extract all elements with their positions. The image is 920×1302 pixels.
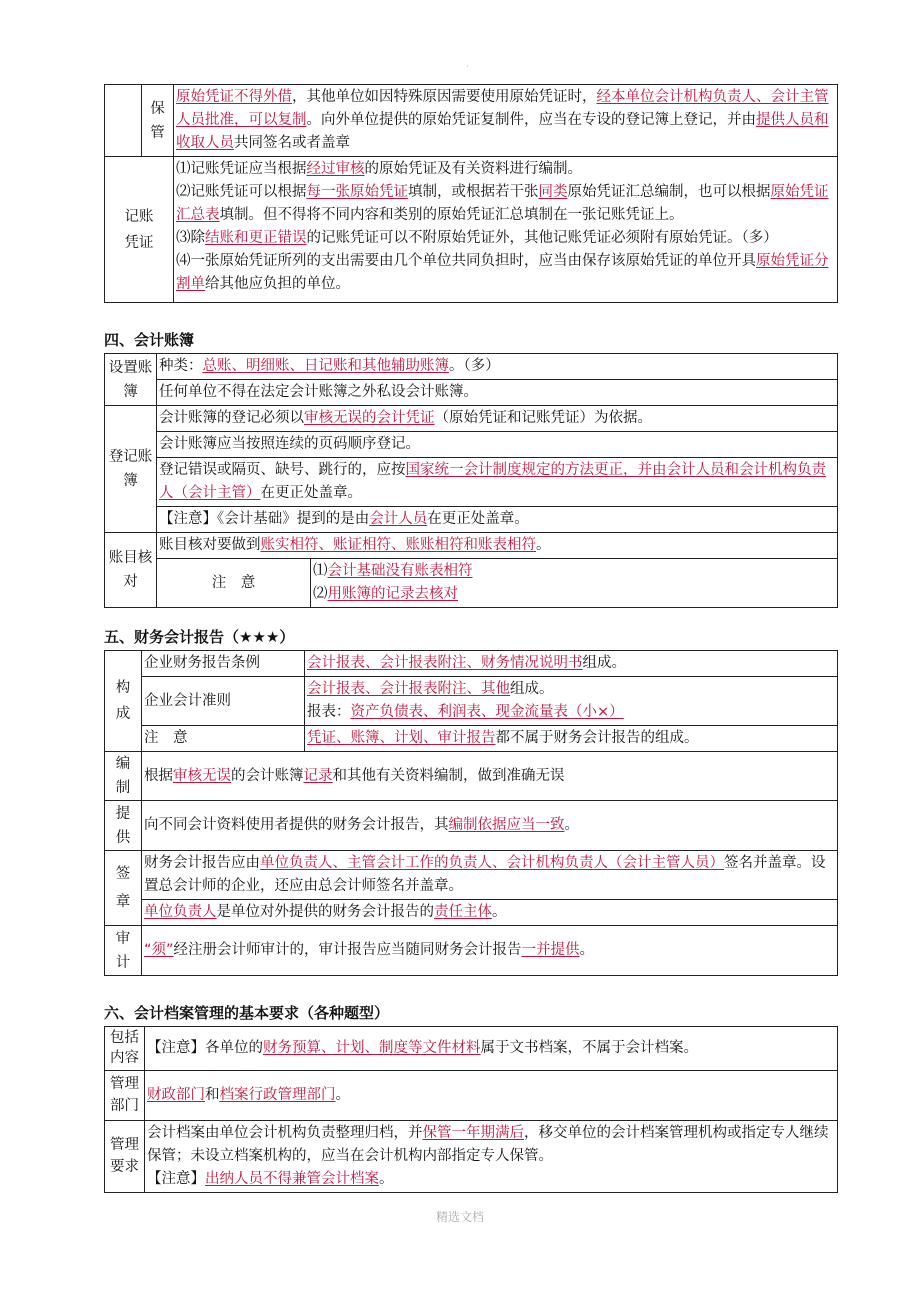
- text-run: ⑵: [313, 586, 328, 602]
- text-run: 。: [536, 537, 551, 553]
- text-run: 会计账簿应当按照连续的页码顺序登记。: [159, 436, 420, 452]
- highlighted-term: 原始凭证分割单: [176, 253, 829, 292]
- highlighted-term: 经本单位会计机构负责人、会计主管人员批准，可以复制: [176, 89, 829, 128]
- jz-line-2: [176, 181, 835, 227]
- highlighted-term: 经过审核: [306, 161, 365, 177]
- jz-line-1: [176, 158, 835, 181]
- text-run: 在更正处盖章。: [427, 511, 529, 527]
- highlighted-term: 财务预算、计划、制度等文件材料: [263, 1040, 481, 1056]
- s4-note-2: [313, 583, 835, 606]
- highlighted-term: 国家统一会计制度规定的方法更正，并由会计人员和会计机构负责人（会计主管）: [159, 462, 826, 501]
- jz-line-4: [176, 250, 835, 296]
- s5-a3: [305, 726, 838, 752]
- jz-line-3: [176, 227, 835, 250]
- text-run: 。（多）: [449, 358, 500, 374]
- text-run: 属于文书档案，不属于会计档案。: [480, 1040, 698, 1056]
- heading-s6: 六、会计档案管理的基本要求（各种题型）: [104, 1004, 390, 1022]
- highlighted-term: 编制依据应当一致: [448, 817, 565, 833]
- s4-b3: [157, 458, 838, 507]
- text-run: （原始凭证和记账凭证）为依据。: [434, 410, 652, 426]
- s6-c2: [147, 1168, 835, 1191]
- highlighted-term: 会计报表、会计报表附注、财务情况说明书: [307, 655, 583, 671]
- label-tigong: 提供: [105, 801, 142, 851]
- page-dot: ·: [466, 62, 469, 71]
- highlighted-term: 一并提供: [521, 942, 580, 958]
- text-run: 财务会计报告应由: [144, 855, 260, 871]
- text-run: ⑴记账凭证应当根据: [176, 161, 307, 177]
- text-run: 填制。但不得将不同内容和类别的原始凭证汇总填制在一张记账凭证上。: [219, 207, 684, 223]
- text-run: 向不同会计资料使用者提供的财务会计报告，其: [144, 817, 449, 833]
- highlighted-term: 同类: [538, 184, 568, 200]
- text-run: 。: [335, 1087, 350, 1103]
- s5-a2-key: 企业会计准则: [142, 677, 305, 726]
- text-run: 【注意】: [147, 1171, 205, 1187]
- highlighted-term: 资产负债表、利润表、现金流量表（小×）: [350, 704, 624, 720]
- text-run: 。: [379, 1171, 394, 1187]
- label-guanli-bumen: 管理部门: [105, 1071, 145, 1121]
- s5-d2: [142, 900, 838, 926]
- text-run: 根据: [144, 767, 173, 784]
- highlighted-term: 原始凭证不得外借: [176, 89, 292, 105]
- highlighted-term: 责任主体: [434, 904, 492, 920]
- footer-text: 精选文档: [435, 1210, 484, 1224]
- s5-a1-key: 企业财务报告条例: [142, 651, 305, 677]
- highlighted-term: 财政部门: [147, 1087, 205, 1103]
- s5-section: [104, 650, 838, 976]
- s4-note-1: [313, 560, 835, 583]
- label-shezhi: 设置账簿: [105, 354, 157, 406]
- text-run: 登记错误或隔页、缺号、跳行的，应按: [159, 462, 406, 478]
- top-table: [104, 84, 838, 303]
- highlighted-term: 每一张原始凭证: [306, 184, 408, 200]
- text-run: 签名并盖章。设置总会计师的企业，还应由总会计师签名并盖章。: [144, 855, 826, 894]
- s4-section: [104, 353, 838, 608]
- label-qianzhang: 签章: [105, 851, 142, 926]
- text-run: 的原始凭证及有关资料进行编制。: [364, 161, 582, 177]
- text-run: ⑵记账凭证可以根据: [176, 184, 307, 200]
- label-goucheng: 构成: [105, 651, 142, 752]
- highlighted-term: “须”: [144, 942, 174, 958]
- s6-a1: [145, 1027, 838, 1071]
- highlighted-term: 凭证、账簿、计划、审计报告: [307, 730, 496, 746]
- highlighted-term: 出纳人员不得兼管会计档案: [205, 1171, 379, 1187]
- highlighted-term: 账实相符、账证相符、账账相符和账表相符: [260, 537, 536, 553]
- label-baokuo: 包括内容: [105, 1027, 145, 1071]
- s5-d1: [142, 851, 838, 900]
- text-run: 【注意】各单位的: [147, 1040, 263, 1056]
- text-run: ⑶除: [176, 230, 205, 246]
- s5-c1: [142, 801, 838, 851]
- text-run: 组成。: [510, 681, 554, 697]
- jizhang-pingzheng-content: [174, 157, 838, 303]
- s4-note-label: 注 意: [157, 559, 311, 608]
- highlighted-term: 会计报表、会计报表附注、其他: [307, 681, 510, 697]
- highlighted-term: 原始凭证汇总表: [176, 184, 829, 223]
- heading-s5: 五、财务会计报告（★★★）: [104, 628, 295, 646]
- text-run: 在更正处盖章。: [260, 485, 362, 501]
- highlighted-term: 会计人员: [369, 511, 428, 527]
- text-run: 的记账凭证可以不附原始凭证外，其他记账凭证必须附有原始凭证。（多）: [306, 230, 778, 246]
- s4-b2: [157, 432, 838, 458]
- text-run: 。: [579, 942, 595, 958]
- highlighted-term: 提供人员和收取人员: [176, 112, 829, 151]
- s5-a1: [305, 651, 838, 677]
- s5-a2: [305, 677, 838, 726]
- s5-a3-key: 注 意: [142, 726, 305, 752]
- text-run: 。: [492, 904, 507, 920]
- text-run: 是单位对外提供的财务会计报告的: [216, 904, 434, 920]
- s6-b1: [145, 1071, 838, 1121]
- label-baoguan: 保管: [142, 85, 174, 157]
- text-run: 【注意】《会计基础》提到的是由: [159, 511, 370, 527]
- text-run: 账目核对要做到: [159, 537, 261, 553]
- heading-s4: 四、会计账簿: [104, 331, 195, 349]
- text-run: 和: [205, 1087, 220, 1103]
- s4-a2: [157, 380, 838, 406]
- s6-section: [104, 1026, 838, 1193]
- highlighted-term: 审核无误: [173, 767, 231, 784]
- text-run: 填制，或根据若干张: [408, 184, 539, 200]
- s5-b1: [142, 752, 838, 801]
- text-run: 组成。: [582, 655, 626, 671]
- label-jizhang-pingzheng: 记账凭证: [105, 157, 174, 303]
- s4-a1: [157, 354, 838, 380]
- text-run: 种类：: [159, 358, 203, 374]
- s6-c1: [147, 1122, 835, 1168]
- text-run: ，移交单位的会计档案管理机构或指定专人继续保管；未设立档案机构的，应当在会计机构内部指定专人保管。: [147, 1125, 829, 1164]
- text-run: 都不属于财务会计报告的组成。: [495, 730, 699, 746]
- text-run: 的会计账簿: [231, 767, 304, 784]
- baoguan-content: [174, 85, 838, 157]
- s5-a2-line-2: [307, 701, 835, 724]
- s4-c1: [157, 533, 838, 559]
- s5-table: [104, 650, 838, 976]
- highlighted-term: 单位负责人: [144, 904, 217, 920]
- highlighted-term: 单位负责人、主管会计工作的负责人、会计机构负责人（会计主管人员）: [260, 855, 724, 871]
- text-run: 共同签名或者盖章: [234, 135, 350, 151]
- s6-c: [145, 1121, 838, 1193]
- s4-notes: [311, 559, 838, 608]
- highlighted-term: 会计基础没有账表相符: [327, 563, 473, 579]
- label-shenji: 审计: [105, 926, 142, 976]
- highlighted-term: 总账、明细账、日记账和其他辅助账簿: [202, 358, 449, 374]
- s4-table: [104, 353, 838, 608]
- text-run: 。向外单位提供的原始凭证复制件，应当在专设的登记簿上登记，并由: [306, 112, 756, 128]
- highlighted-term: 结账和更正错误: [205, 230, 307, 246]
- text-run: 任何单位不得在法定会计账簿之外私设会计账簿。: [159, 384, 478, 400]
- text-run: 报表：: [307, 704, 351, 720]
- label-bianzhi: 编制: [105, 752, 142, 801]
- text-run: 原始凭证汇总编制，也可以根据: [567, 184, 771, 200]
- highlighted-term: 档案行政管理部门: [219, 1087, 336, 1103]
- text-run: 。: [564, 817, 579, 833]
- text-run: 给其他应负担的单位。: [205, 276, 350, 292]
- highlighted-term: 用账簿的记录去核对: [327, 586, 458, 602]
- text-run: ⑷一张原始凭证所列的支出需要由几个单位共同负担时，应当由保存该原始凭证的单位开具: [176, 253, 756, 269]
- s6-table: [104, 1026, 838, 1193]
- top-table-section: [104, 84, 838, 303]
- highlighted-term: 记录: [303, 767, 333, 784]
- text-run: 经注册会计师审计的，审计报告应当随同财务会计报告: [173, 942, 522, 958]
- text-run: 会计账簿的登记必须以: [159, 410, 304, 426]
- text-run: 和其他有关资料编制，做到准确无误: [332, 767, 565, 784]
- highlighted-term: 保管一年期满后: [422, 1125, 524, 1141]
- label-hedui: 账目核对: [105, 533, 157, 608]
- top-empty-cell: [105, 85, 142, 157]
- text-run: 会计档案由单位会计机构负责整理归档，并: [147, 1125, 423, 1141]
- s4-b4: [157, 507, 838, 533]
- text-run: ⑴: [313, 563, 328, 579]
- label-dengji: 登记账簿: [105, 406, 157, 533]
- label-guanli-yaoqiu: 管理要求: [105, 1121, 145, 1193]
- s5-a2-line-1: [307, 678, 835, 701]
- highlighted-term: 审核无误的会计凭证: [304, 410, 435, 426]
- text-run: ，其他单位如因特殊原因需要使用原始凭证时，: [292, 89, 597, 105]
- s5-e1: [142, 926, 838, 976]
- s4-b1: [157, 406, 838, 432]
